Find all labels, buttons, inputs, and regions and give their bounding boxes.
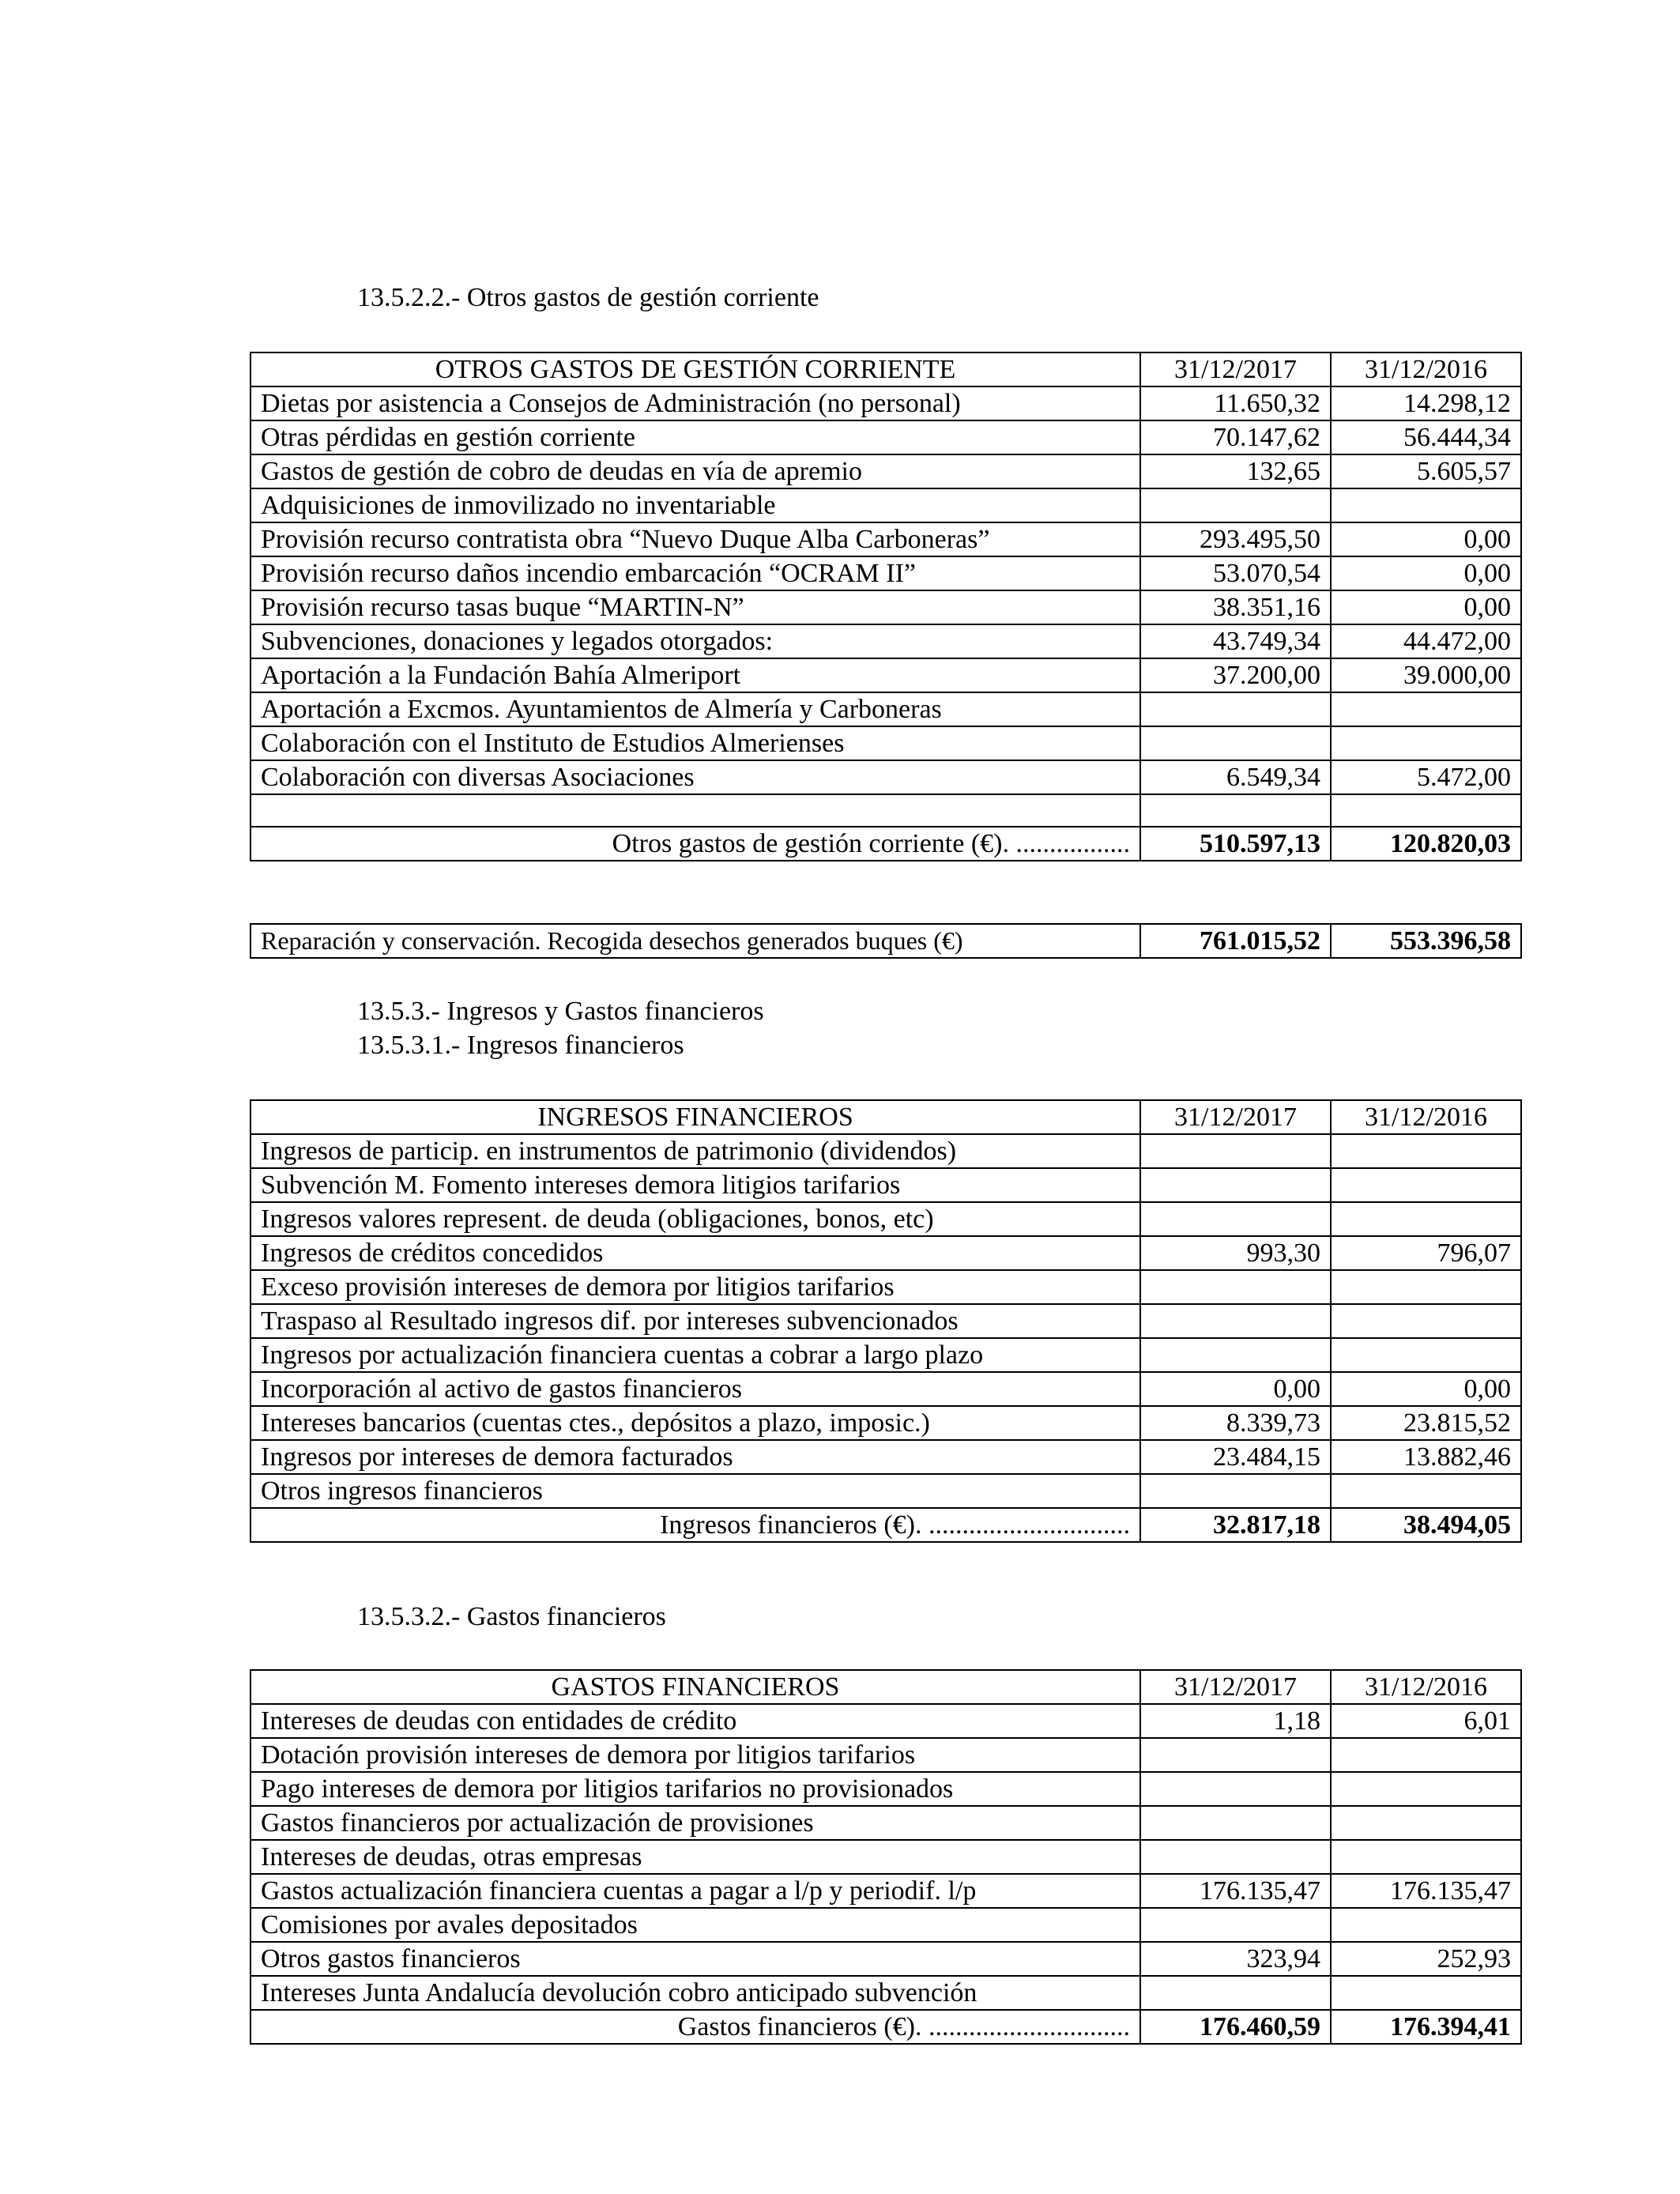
header-cell: 31/12/2017: [1140, 352, 1331, 386]
value-2016: [1331, 1976, 1521, 2010]
row-label: Ingresos valores represent. de deuda (obligaciones, bonos, etc): [250, 1202, 1140, 1236]
ingresos-table: [250, 1099, 1522, 1543]
value-2017: 176.135,47: [1140, 1874, 1331, 1908]
table-row: [250, 1840, 1521, 1874]
row-label: Aportación a la Fundación Bahía Almeriport: [250, 658, 1140, 692]
row-label: Otros ingresos financieros: [250, 1474, 1140, 1508]
table-row: [250, 1304, 1521, 1338]
value-2017: [1140, 1738, 1331, 1772]
table-row: [250, 760, 1521, 794]
table-row: [250, 1168, 1521, 1202]
table-row: [250, 454, 1521, 488]
value-2017: 6.549,34: [1140, 760, 1331, 794]
value-2016: [1331, 488, 1521, 522]
section-title-gastos: 13.5.3.2.- Gastos financieros: [357, 1602, 666, 1631]
value-2016: 0,00: [1331, 1372, 1521, 1406]
value-2017: [1140, 1474, 1331, 1508]
value-2016: 0,00: [1331, 556, 1521, 590]
table-row: [250, 420, 1521, 454]
table-row: [250, 658, 1521, 692]
value-2016: [1331, 794, 1521, 827]
row-label: Gastos actualización financiera cuentas a pagar a l/p y periodif. l/p: [250, 1874, 1140, 1908]
value-2017: 43.749,34: [1140, 624, 1331, 658]
row-label: Provisión recurso daños incendio embarcación “OCRAM II”: [250, 556, 1140, 590]
table-row: [250, 1474, 1521, 1508]
value-2016: [1331, 692, 1521, 726]
value-2017: 993,30: [1140, 1236, 1331, 1270]
value-2017: [1140, 1270, 1331, 1304]
row-label: Intereses bancarios (cuentas ctes., depósitos a plazo, imposic.): [250, 1406, 1140, 1440]
row-label: Aportación a Excmos. Ayuntamientos de Almería y Carboneras: [250, 692, 1140, 726]
table-row: [250, 1406, 1521, 1440]
total-2017: 176.460,59: [1140, 2010, 1331, 2044]
table-header-row: [250, 1670, 1521, 1704]
value-2017: [1140, 1134, 1331, 1168]
row-label: Gastos financieros por actualización de provisiones: [250, 1806, 1140, 1840]
value-2016: 176.135,47: [1331, 1874, 1521, 1908]
table-row: [250, 1976, 1521, 2010]
row-label: Comisiones por avales depositados: [250, 1908, 1140, 1942]
value-2016: 252,93: [1331, 1942, 1521, 1976]
value-2017: 0,00: [1140, 1372, 1331, 1406]
value-2016: [1331, 1772, 1521, 1806]
table-header-row: [250, 1100, 1521, 1134]
value-2016: [1331, 726, 1521, 760]
row-label: Intereses Junta Andalucía devolución cobro anticipado subvención: [250, 1976, 1140, 2010]
row-label: Dietas por asistencia a Consejos de Administración (no personal): [250, 386, 1140, 420]
table-row: [250, 1704, 1521, 1738]
value-2016: 39.000,00: [1331, 658, 1521, 692]
header-cell: 31/12/2016: [1331, 1100, 1521, 1134]
value-2017: [1140, 1908, 1331, 1942]
total-label: Ingresos financieros (€). ..............................: [250, 1508, 1140, 1542]
row-label: Provisión recurso contratista obra “Nuevo Duque Alba Carboneras”: [250, 522, 1140, 556]
row-label: Otras pérdidas en gestión corriente: [250, 420, 1140, 454]
row-label: Ingresos de créditos concedidos: [250, 1236, 1140, 1270]
table-total-row: [250, 1508, 1521, 1542]
row-label: Reparación y conservación. Recogida desechos generados buques (€): [250, 924, 1140, 958]
table-row: [250, 624, 1521, 658]
section-title-otros-gastos: 13.5.2.2.- Otros gastos de gestión corriente: [357, 283, 819, 312]
table-row: [250, 1270, 1521, 1304]
value-2017: [1140, 1840, 1331, 1874]
total-2016: 176.394,41: [1331, 2010, 1521, 2044]
value-2017: 53.070,54: [1140, 556, 1331, 590]
table-row: [250, 1134, 1521, 1168]
value-2016: [1331, 1134, 1521, 1168]
table-row: [250, 386, 1521, 420]
value-2017: [1140, 1202, 1331, 1236]
row-label: Pago intereses de demora por litigios tarifarios no provisionados: [250, 1772, 1140, 1806]
table-row: [250, 1806, 1521, 1840]
table-row: [250, 488, 1521, 522]
gastos-table: [250, 1669, 1522, 2045]
header-cell: 31/12/2016: [1331, 352, 1521, 386]
table-row: [250, 1372, 1521, 1406]
row-label: Ingresos de particip. en instrumentos de patrimonio (dividendos): [250, 1134, 1140, 1168]
row-label: Intereses de deudas, otras empresas: [250, 1840, 1140, 1874]
value-2016: [1331, 1338, 1521, 1372]
row-label: Provisión recurso tasas buque “MARTIN-N”: [250, 590, 1140, 624]
row-label: Adquisiciones de inmovilizado no inventariable: [250, 488, 1140, 522]
table-row: [250, 1236, 1521, 1270]
table-row: [250, 556, 1521, 590]
total-label: Otros gastos de gestión corriente (€). .................: [250, 827, 1140, 861]
value-2017: 37.200,00: [1140, 658, 1331, 692]
row-label: [250, 794, 1140, 827]
table-row: [250, 1908, 1521, 1942]
total-2017: 510.597,13: [1140, 827, 1331, 861]
table-row: [250, 1202, 1521, 1236]
value-2017: 1,18: [1140, 1704, 1331, 1738]
value-2017: 132,65: [1140, 454, 1331, 488]
row-label: Exceso provisión intereses de demora por litigios tarifarios: [250, 1270, 1140, 1304]
value-2016: [1331, 1806, 1521, 1840]
row-label: Subvenciones, donaciones y legados otorgados:: [250, 624, 1140, 658]
value-2017: [1140, 1772, 1331, 1806]
section-title-ingresos: 13.5.3.1.- Ingresos financieros: [357, 1031, 684, 1060]
value-2016: 13.882,46: [1331, 1440, 1521, 1474]
row-label: Intereses de deudas con entidades de crédito: [250, 1704, 1140, 1738]
value-2017: [1140, 1976, 1331, 2010]
value-2017: [1140, 488, 1331, 522]
row-label: Incorporación al activo de gastos financieros: [250, 1372, 1140, 1406]
value-2016: 5.605,57: [1331, 454, 1521, 488]
table-row: [250, 794, 1521, 827]
total-2016: 38.494,05: [1331, 1508, 1521, 1542]
value-2017: [1140, 1304, 1331, 1338]
value-2016: [1331, 1168, 1521, 1202]
table-row: [250, 1942, 1521, 1976]
total-2016: 120.820,03: [1331, 827, 1521, 861]
table-row: [250, 522, 1521, 556]
value-2017: [1140, 1806, 1331, 1840]
row-label: Traspaso al Resultado ingresos dif. por intereses subvencionados: [250, 1304, 1140, 1338]
value-2017: [1140, 1338, 1331, 1372]
value-2016: 796,07: [1331, 1236, 1521, 1270]
header-cell: INGRESOS FINANCIEROS: [250, 1100, 1140, 1134]
value-2016: 553.396,58: [1331, 924, 1521, 958]
value-2016: 6,01: [1331, 1704, 1521, 1738]
value-2016: [1331, 1840, 1521, 1874]
value-2016: 56.444,34: [1331, 420, 1521, 454]
value-2017: [1140, 1168, 1331, 1202]
table-total-row: [250, 2010, 1521, 2044]
header-cell: OTROS GASTOS DE GESTIÓN CORRIENTE: [250, 352, 1140, 386]
row-label: Gastos de gestión de cobro de deudas en vía de apremio: [250, 454, 1140, 488]
header-cell: 31/12/2017: [1140, 1100, 1331, 1134]
value-2016: 5.472,00: [1331, 760, 1521, 794]
value-2016: [1331, 1738, 1521, 1772]
value-2016: [1331, 1270, 1521, 1304]
value-2017: 293.495,50: [1140, 522, 1331, 556]
value-2016: 14.298,12: [1331, 386, 1521, 420]
value-2016: [1331, 1202, 1521, 1236]
value-2016: 0,00: [1331, 522, 1521, 556]
value-2017: 23.484,15: [1140, 1440, 1331, 1474]
value-2016: 0,00: [1331, 590, 1521, 624]
table-row: [250, 1738, 1521, 1772]
total-label: Gastos financieros (€). ..............................: [250, 2010, 1140, 2044]
value-2016: [1331, 1474, 1521, 1508]
section-title-ingresos-gastos: 13.5.3.- Ingresos y Gastos financieros: [357, 997, 764, 1026]
row-label: Dotación provisión intereses de demora por litigios tarifarios: [250, 1738, 1140, 1772]
row-label: Colaboración con diversas Asociaciones: [250, 760, 1140, 794]
value-2017: 70.147,62: [1140, 420, 1331, 454]
value-2017: [1140, 794, 1331, 827]
value-2017: 761.015,52: [1140, 924, 1331, 958]
table-row: [250, 590, 1521, 624]
table-row: [250, 1338, 1521, 1372]
value-2016: [1331, 1908, 1521, 1942]
header-cell: GASTOS FINANCIEROS: [250, 1670, 1140, 1704]
value-2017: 8.339,73: [1140, 1406, 1331, 1440]
header-cell: 31/12/2017: [1140, 1670, 1331, 1704]
total-2017: 32.817,18: [1140, 1508, 1331, 1542]
reparacion-table: [250, 923, 1522, 959]
table-row: [250, 1440, 1521, 1474]
value-2016: 23.815,52: [1331, 1406, 1521, 1440]
row-label: Subvención M. Fomento intereses demora litigios tarifarios: [250, 1168, 1140, 1202]
table-row: [250, 1772, 1521, 1806]
table-row: [250, 924, 1521, 958]
row-label: Ingresos por intereses de demora facturados: [250, 1440, 1140, 1474]
value-2017: 11.650,32: [1140, 386, 1331, 420]
value-2016: [1331, 1304, 1521, 1338]
table-header-row: [250, 352, 1521, 386]
header-cell: 31/12/2016: [1331, 1670, 1521, 1704]
table-row: [250, 726, 1521, 760]
table-row: [250, 1874, 1521, 1908]
value-2017: 38.351,16: [1140, 590, 1331, 624]
row-label: Ingresos por actualización financiera cuentas a cobrar a largo plazo: [250, 1338, 1140, 1372]
row-label: Colaboración con el Instituto de Estudios Almerienses: [250, 726, 1140, 760]
value-2017: 323,94: [1140, 1942, 1331, 1976]
otros-gastos-table: [250, 352, 1522, 861]
table-row: [250, 692, 1521, 726]
value-2016: 44.472,00: [1331, 624, 1521, 658]
value-2017: [1140, 726, 1331, 760]
table-total-row: [250, 827, 1521, 861]
value-2017: [1140, 692, 1331, 726]
row-label: Otros gastos financieros: [250, 1942, 1140, 1976]
